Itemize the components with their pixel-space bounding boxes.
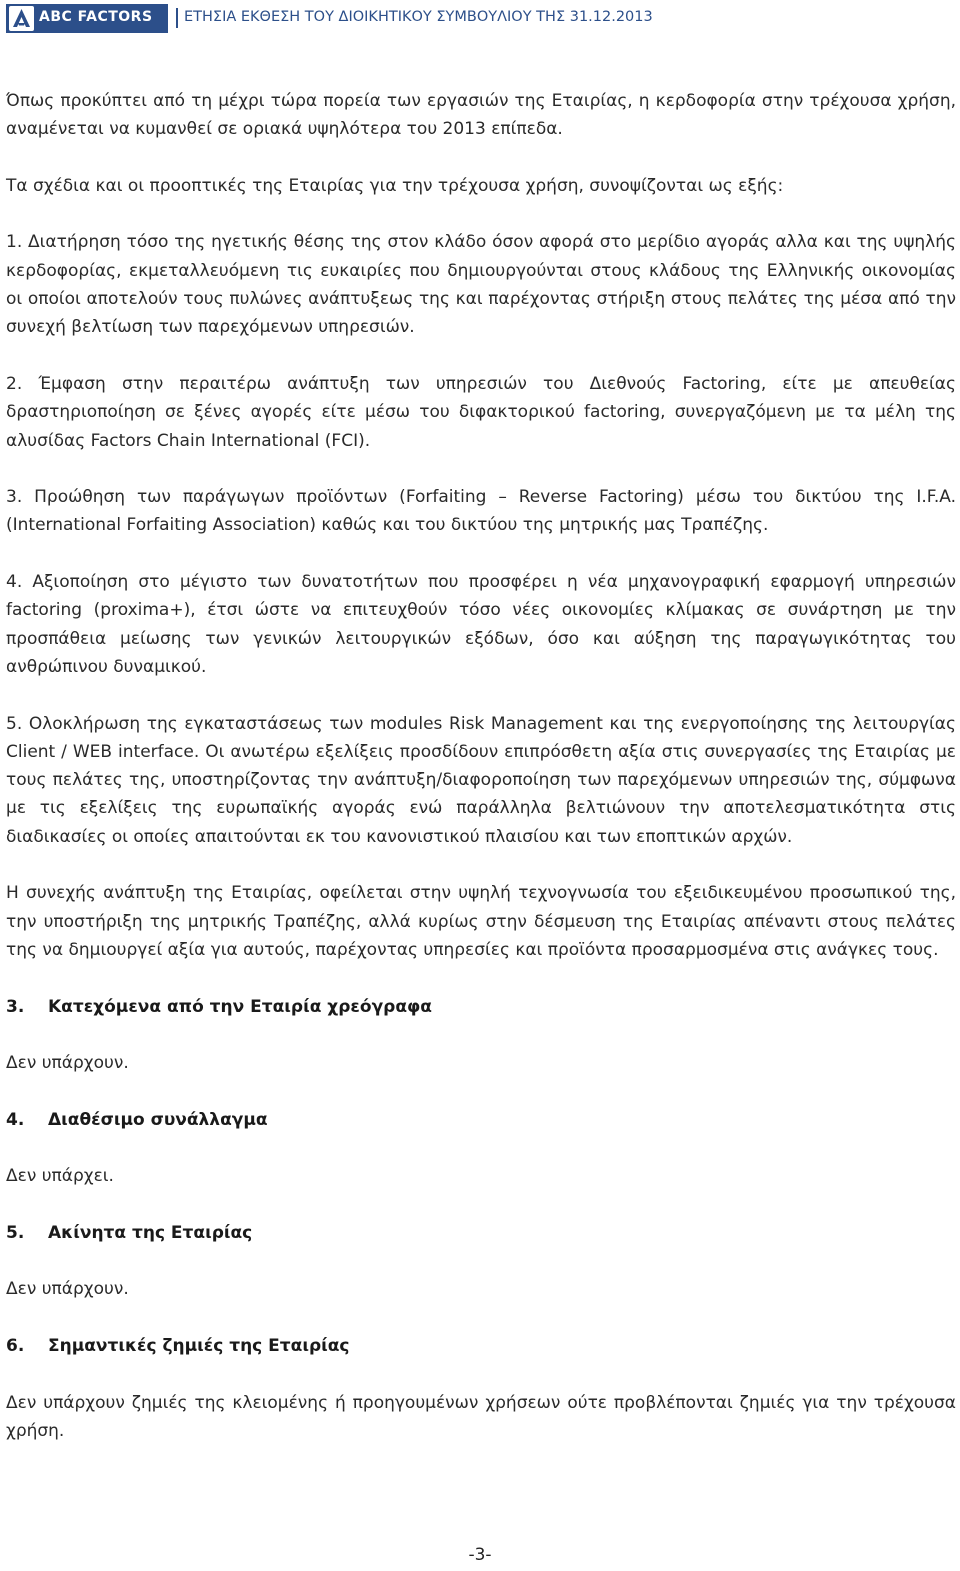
section-number: 5. (6, 1222, 25, 1243)
section-title: Ακίνητα της Εταιρίας (48, 1222, 253, 1243)
section-number: 4. (6, 1109, 25, 1130)
section-number: 6. (6, 1336, 25, 1357)
paragraph-intro: Όπως προκύπτει από τη μέχρι τώρα πορεία των εργασιών της Εταιρίας, η κερδοφορία στην τρέχουσα χρήση, αναμένεται να κυμανθεί σε οριακά υψηλότερα του 2013 επίπεδα. (6, 91, 956, 140)
header-divider (176, 8, 178, 28)
list-item: 2. Έμφαση στην περαιτέρω ανάπτυξη των υπηρεσιών του Διεθνούς Factoring, είτε με απευθείας δραστηριοποίηση σε ξένες αγορές είτε μέσω του διφακτορικού factoring, συνεργαζόμενη με τα μέλη της αλυσίδας Factors Chain International (FCI). (6, 373, 956, 451)
page-header (0, 0, 960, 40)
logo-emblem-icon (9, 6, 34, 31)
list-item: 3. Προώθηση των παράγωγων προϊόντων (Forfaiting – Reverse Factoring) μέσω του δικτύου της I.F.A. (International Forfaiting Association) καθώς και του δικτύου της μητρικής μας Τραπέζης. (6, 487, 956, 536)
company-logo (6, 4, 168, 33)
section-number: 3. (6, 996, 25, 1017)
section-title: Διαθέσιμο συνάλλαγμα (48, 1109, 268, 1130)
section-text: Δεν υπάρχει. (6, 1166, 114, 1187)
section-heading (6, 1332, 956, 1360)
section-heading (6, 1106, 956, 1134)
paragraph-growth: Η συνεχής ανάπτυξη της Εταιρίας, οφείλεται στην υψηλή τεχνογνωσία του εξειδικευμένου προσωπικού της, την υποστήριξη της μητρικής Τραπέζης, αλλά κυρίως στην δέσμευση της Εταιρίας απέναντι στους πελάτες της να δημιουργεί αξία για αυτούς, παρέχοντας υπηρεσίες και προϊόντα προσαρμοσμένα στις ανάγκες τους. (6, 883, 956, 960)
section-text: Δεν υπάρχουν ζημιές της κλειομένης ή προηγουμένων χρήσεων ούτε προβλέπονται ζημιές για την τρέχουσα χρήση. (6, 1392, 956, 1441)
list-item: 4. Αξιοποίηση στο μέγιστο των δυνατοτήτων που προσφέρει η νέα μηχανογραφική εφαρμογή υπηρεσιών factoring (proxima+), έτσι ώστε να επιτευχθούν τόσο νέες οικονομίες κλίμακας σε συνάρτηση με την προσπάθεια μείωσης των γενικών λειτουργικών εξόδων, όσο και αύξηση της παραγωγικότητας του ανθρώπινου δυναμικού. (6, 572, 956, 677)
paragraph-plans: Τα σχέδια και οι προοπτικές της Εταιρίας για την τρέχουσα χρήση, συνοψίζονται ως εξής: (6, 175, 784, 196)
section-heading (6, 1219, 956, 1247)
page-number: -3- (468, 1545, 492, 1565)
report-title: ΕΤΗΣΙΑ ΕΚΘΕΣΗ ΤΟΥ ΔΙΟΙΚΗΤΙΚΟΥ ΣΥΜΒΟΥΛΙΟΥ ΤΗΣ 31.12.2013 (184, 9, 653, 25)
section-title: Σημαντικές ζημιές της Εταιρίας (48, 1336, 350, 1357)
section-text: Δεν υπάρχουν. (6, 1279, 129, 1300)
document-body (6, 87, 956, 1445)
section-text: Δεν υπάρχουν. (6, 1053, 129, 1074)
list-item: 5. Ολοκλήρωση της εγκαταστάσεως των modules Risk Management και της ενεργοποίησης της λειτουργίας Client / WEB interface. Οι ανωτέρω εξελίξεις προσδίδουν επιπρόσθετη αξία στις συνεργασίες της Εταιρίας με τους πελάτες της, υποστηρίζοντας την ανάπτυξη/διαφοροποίηση των παρεχόμενων υπηρεσιών της, σύμφωνα με τις εξελίξεις της ευρωπαϊκής αγοράς ενώ παράλληλα βελτιώνουν την αποτελεσματικότητα στις διαδικασίες οι οποίες απαιτούνται εκ του κανονιστικού πλαισίου και των εποπτικών αρχών. (6, 713, 956, 847)
list-item: 1. Διατήρηση τόσο της ηγετικής θέσης της στον κλάδο όσον αφορά στο μερίδιο αγοράς αλλα και της υψηλής κερδοφορίας, εκμεταλλευόμενη τις ευκαιρίες που δημιουργούνται στους κλάδους της Ελληνικής οικονομίας οι οποίοι αποτελούν τους πυλώνες ανάπτυξεως της και παρέχοντας στήριξη στους πελάτες της μέσα από την συνεχή βελτίωση των παρεχόμενων υπηρεσιών. (6, 232, 956, 338)
logo-text: ABC FACTORS (39, 9, 153, 25)
section-heading (6, 993, 956, 1021)
section-title: Κατεχόμενα από την Εταιρία χρεόγραφα (48, 996, 432, 1017)
